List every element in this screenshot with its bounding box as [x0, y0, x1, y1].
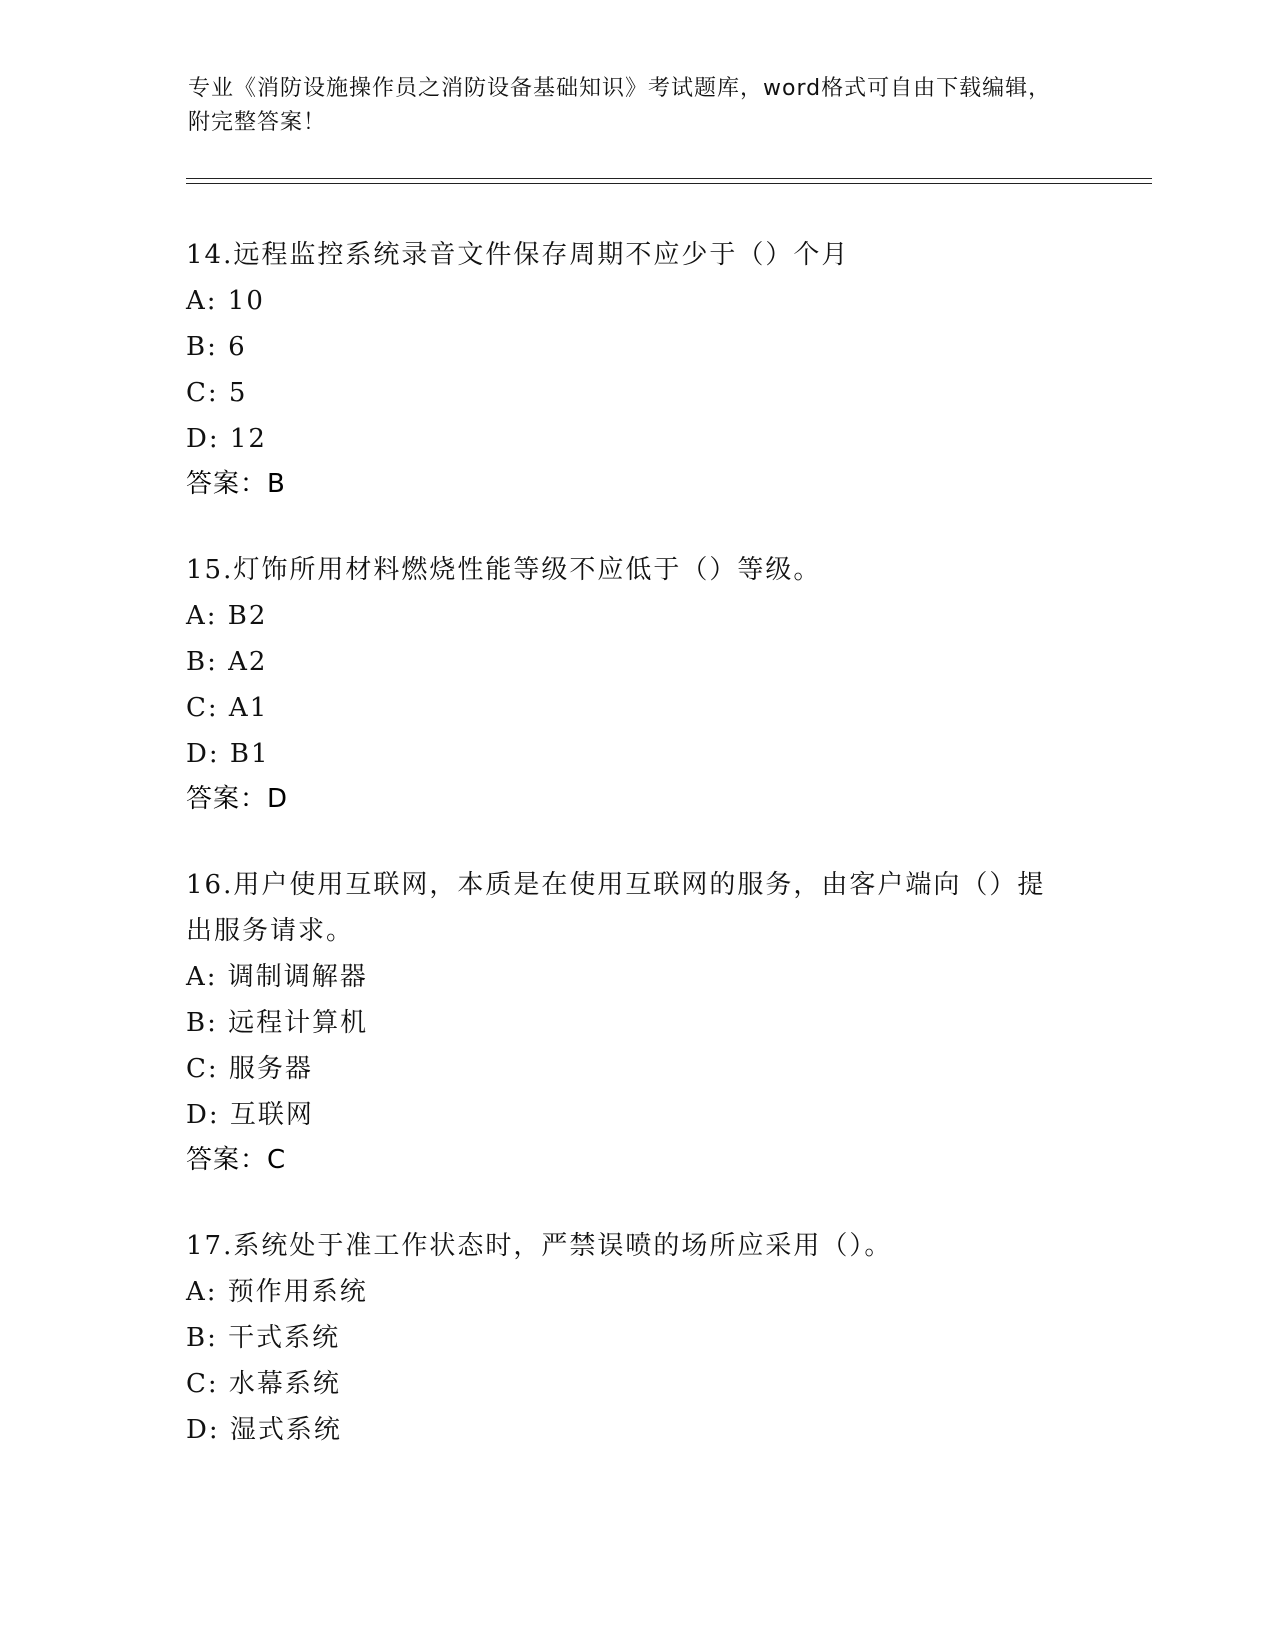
question-17 — [186, 1223, 1086, 1453]
question-stem: 14.远程监控系统录音文件保存周期不应少于（）个月 — [186, 240, 850, 270]
option-b: B: 干式系统 — [186, 1323, 341, 1353]
option-b: B: 6 — [186, 332, 247, 362]
option-d: D: 互联网 — [186, 1100, 314, 1130]
answer-line: 答案：C — [186, 1145, 287, 1175]
option-d: D: 湿式系统 — [186, 1415, 342, 1445]
question-stem: 16.用户使用互联网，本质是在使用互联网的服务，由客户端向（）提出服务请求。 — [186, 870, 1046, 946]
answer-line: 答案：B — [186, 469, 286, 499]
option-b: B: A2 — [186, 647, 268, 677]
option-c: C: A1 — [186, 693, 269, 723]
option-c: C: 服务器 — [186, 1054, 313, 1084]
option-c: C: 5 — [186, 378, 248, 408]
question-15 — [186, 547, 1086, 821]
option-d: D: B1 — [186, 739, 270, 769]
option-b: B: 远程计算机 — [186, 1008, 369, 1038]
option-a: A: B2 — [186, 601, 268, 631]
header-divider-top — [186, 178, 1152, 179]
document-header: 专业《消防设施操作员之消防设备基础知识》考试题库，word格式可自由下载编辑，附完整答案！ — [188, 76, 1052, 135]
question-stem: 15.灯饰所用材料燃烧性能等级不应低于（）等级。 — [186, 555, 822, 585]
option-a: A: 预作用系统 — [186, 1277, 368, 1307]
question-stem: 17.系统处于准工作状态时，严禁误喷的场所应采用（）。 — [186, 1231, 893, 1261]
option-a: A: 调制调解器 — [186, 962, 368, 992]
option-a: A: 10 — [186, 286, 265, 316]
question-14 — [186, 232, 1086, 506]
question-16 — [186, 862, 1086, 1182]
question-list — [186, 232, 1086, 1494]
answer-line: 答案：D — [186, 784, 289, 814]
option-d: D: 12 — [186, 424, 267, 454]
header-divider-bottom — [186, 183, 1152, 184]
option-c: C: 水幕系统 — [186, 1369, 341, 1399]
